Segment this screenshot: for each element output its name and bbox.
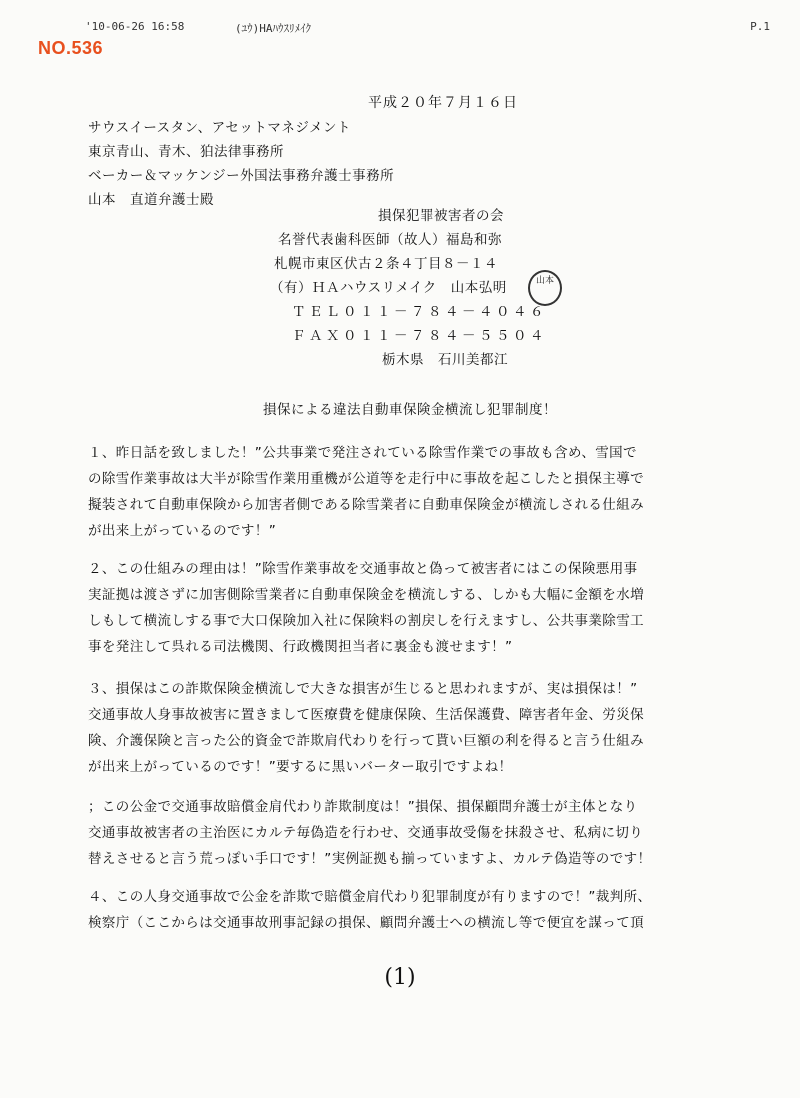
- recipient-line: サウスイースタン、アセットマネジメント: [88, 120, 352, 136]
- paragraph-line: ；この公金で交通事故賠償金肩代わり詐欺制度は！”損保、損保顧問弁護士が主体となり: [88, 799, 638, 815]
- paragraph-line: ３、損保はこの詐欺保険金横流しで大きな損害が生じると思われますが、実は損保は！”: [88, 681, 638, 697]
- fax-timestamp: '10-06-26 16:58: [85, 20, 185, 33]
- sender-line: （有）ＨＡハウスリメイク 山本弘明: [270, 280, 507, 296]
- paragraph-1: [88, 440, 728, 544]
- seal-text: 山本: [535, 276, 554, 286]
- recipient-line: 山本 直道弁護士殿: [88, 192, 214, 208]
- paragraph-4: [88, 794, 728, 872]
- recipient-line: 東京青山、青木、狛法律事務所: [88, 144, 284, 160]
- paragraph-line: しもして横流しする事で大口保険加入社に保険料の割戻しを行えますし、公共事業除雪工: [88, 613, 644, 629]
- fax-page-number: P.1: [750, 20, 770, 33]
- paragraph-line: 実証拠は渡さずに加害側除雪業者に自動車保険金を横流しする、しかも大幅に金額を水増: [88, 587, 644, 603]
- sender-line: 札幌市東区伏古２条４丁目８－１４: [274, 256, 498, 272]
- paragraph-line: 交通事故人身事故被害に置きまして医療費を健康保険、生活保護費、障害者年金、労災保: [88, 707, 644, 723]
- fax-sender: (ﾕｳ)HAﾊｳｽﾘﾒｲｸ: [235, 22, 311, 35]
- document-title: 損保による違法自動車保険金横流し犯罪制度！: [263, 402, 557, 418]
- sender-line: 名誉代表歯科医師（故人）福島和弥: [278, 232, 502, 248]
- paragraph-line: 替えさせると言う荒っぽい手口です！”実例証拠も揃っていますよ、カルテ偽造等のです！: [88, 851, 652, 867]
- paragraph-line: 交通事故被害者の主治医にカルテ毎偽造を行わせ、交通事故受傷を抹殺させ、私病に切り: [88, 825, 644, 841]
- page-footer-number: (1): [384, 965, 416, 990]
- hanko-seal: [528, 270, 562, 306]
- sender-line: 栃木県 石川美都江: [382, 352, 508, 368]
- paragraph-line: １、昨日話を致しました！”公共事業で発注されている除雪作業での事故も含め、雪国で: [88, 445, 637, 461]
- paragraph-line: 検察庁（ここからは交通事故刑事記録の損保、顧問弁護士への横流し等で便宜を謀って頂: [88, 915, 644, 931]
- paragraph-line: 険、介護保険と言った公的資金で詐欺肩代わりを行って貰い巨額の利を得ると言う仕組み: [88, 733, 644, 749]
- document-number: NO.536: [38, 38, 104, 58]
- paragraph-line: の除雪作業事故は大半が除雪作業用重機が公道等を走行中に事故を起こしたと損保主導で: [88, 471, 644, 487]
- sender-line: 損保犯罪被害者の会: [378, 208, 504, 224]
- paragraph-line: 擬装されて自動車保険から加害者側である除雪業者に自動車保険金が横流しされる仕組み: [88, 497, 644, 513]
- paragraph-5: [88, 884, 728, 936]
- paragraph-line: ４、この人身交通事故で公金を詐欺で賠償金肩代わり犯罪制度が有りますので！”裁判所、: [88, 889, 652, 905]
- paragraph-line: が出来上がっているのです！”: [88, 523, 277, 539]
- recipient-block: [88, 116, 394, 212]
- paragraph-line: ２、この仕組みの理由は！”除雪作業事故を交通事故と偽って被害者にはこの保険悪用事: [88, 561, 638, 577]
- letter-date: 平成２０年７月１６日: [368, 95, 518, 111]
- paragraph-3: [88, 676, 728, 780]
- paragraph-2: [88, 556, 728, 660]
- sender-line: ＦＡＸ０１１－７８４－５５０４: [292, 328, 547, 344]
- paragraph-line: が出来上がっているのです！”要するに黒いバーター取引ですよね！: [88, 759, 513, 775]
- sender-block: [270, 204, 547, 372]
- recipient-line: ベーカー＆マッケンジー外国法事務弁護士事務所: [88, 168, 395, 184]
- paragraph-line: 事を発注して呉れる司法機関、行政機関担当者に裏金も渡せます！”: [88, 639, 513, 655]
- sender-line: ＴＥＬ０１１－７８４－４０４６: [292, 304, 547, 320]
